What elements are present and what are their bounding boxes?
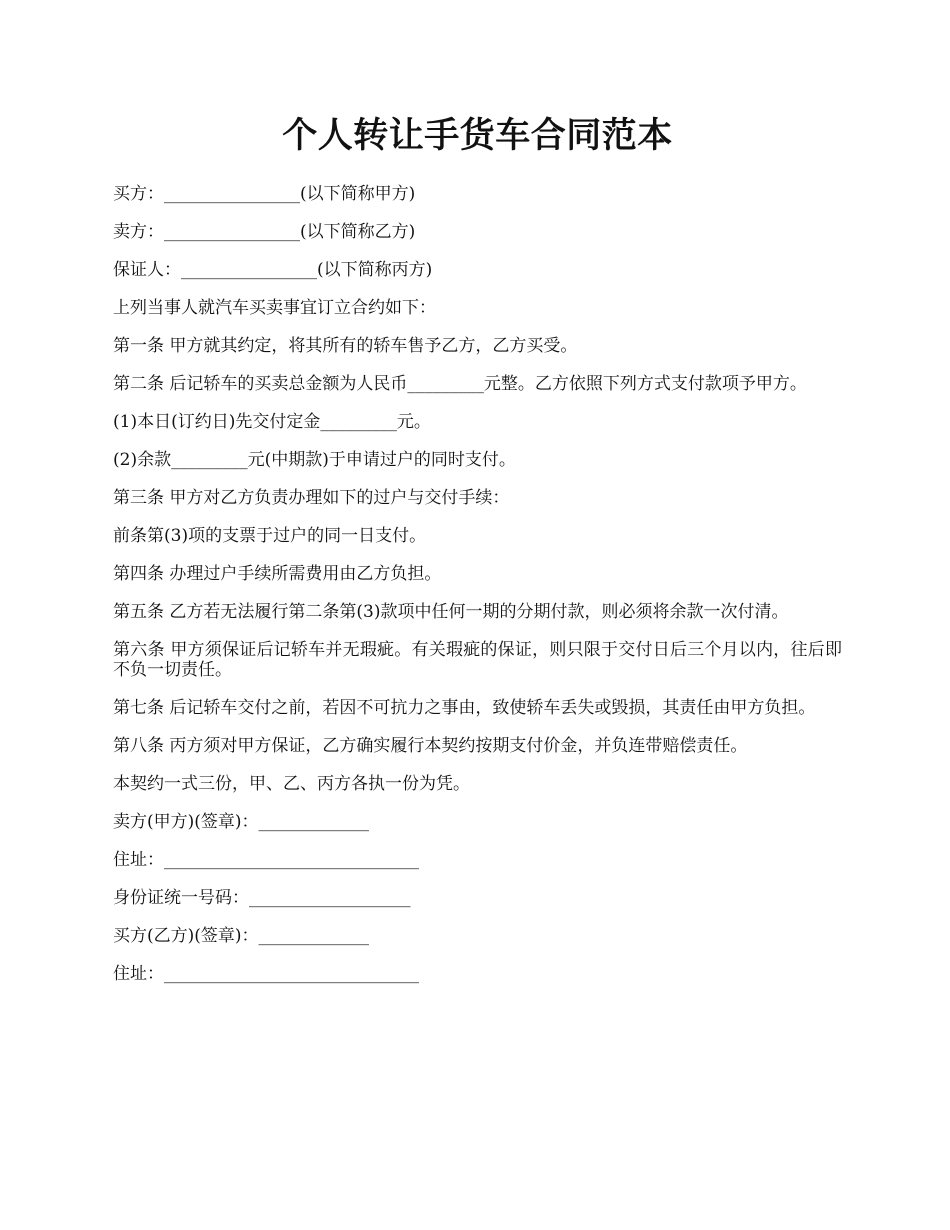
document-title: 个人转让手货车合同范本 — [282, 115, 673, 156]
article-5: 第五条 乙方若无法履行第二条第(3)款项中任何一期的分期付款，则必须将余款一次付清。 — [113, 602, 789, 622]
buyer-signature-line: 买方(乙方)(签章)：_____________ — [113, 926, 370, 946]
article-7: 第七条 后记轿车交付之前，若因不可抗力之事由，致使轿车丢失或毁损，其责任由甲方负担。 — [113, 698, 816, 718]
id-number-line: 身份证统一号码：___________________ — [113, 888, 411, 908]
document-body — [113, 184, 842, 984]
buyer-address-line: 住址：______________________________ — [113, 964, 419, 984]
article-6: 第六条 甲方须保证后记轿车并无瑕疵。有关瑕疵的保证，则只限于交付日后三个月以内，往后即不负一切责任。 — [113, 640, 842, 680]
seller-address-line: 住址：______________________________ — [113, 850, 419, 870]
buyer-line: 买方：________________(以下简称甲方) — [113, 184, 416, 204]
seller-signature-line: 卖方(甲方)(签章)：_____________ — [113, 812, 370, 832]
preamble: 上列当事人就汽车买卖事宜订立合约如下： — [113, 298, 436, 318]
article-8: 第八条 丙方须对甲方保证，乙方确实履行本契约按期支付价金，并负连带赔偿责任。 — [113, 736, 748, 756]
copies-clause: 本契约一式三份，甲、乙、丙方各执一份为凭。 — [113, 774, 470, 794]
article-3-note: 前条第(3)项的支票于过户的同一日支付。 — [113, 526, 427, 546]
payment-item-2: (2)余款_________元(中期款)于申请过户的同时支付。 — [113, 450, 516, 470]
article-4: 第四条 办理过户手续所需费用由乙方负担。 — [113, 564, 442, 584]
article-3: 第三条 甲方对乙方负责办理如下的过户与交付手续： — [113, 488, 510, 508]
payment-item-1: (1)本日(订约日)先交付定金_________元。 — [113, 412, 431, 432]
article-2: 第二条 后记轿车的买卖总金额为人民币_________元整。乙方依照下列方式支付款项予甲方。 — [113, 374, 807, 394]
article-1: 第一条 甲方就其约定，将其所有的轿车售予乙方，乙方买受。 — [113, 336, 578, 356]
seller-line: 卖方：________________(以下简称乙方) — [113, 222, 416, 242]
guarantor-line: 保证人：________________(以下简称丙方) — [113, 260, 433, 280]
